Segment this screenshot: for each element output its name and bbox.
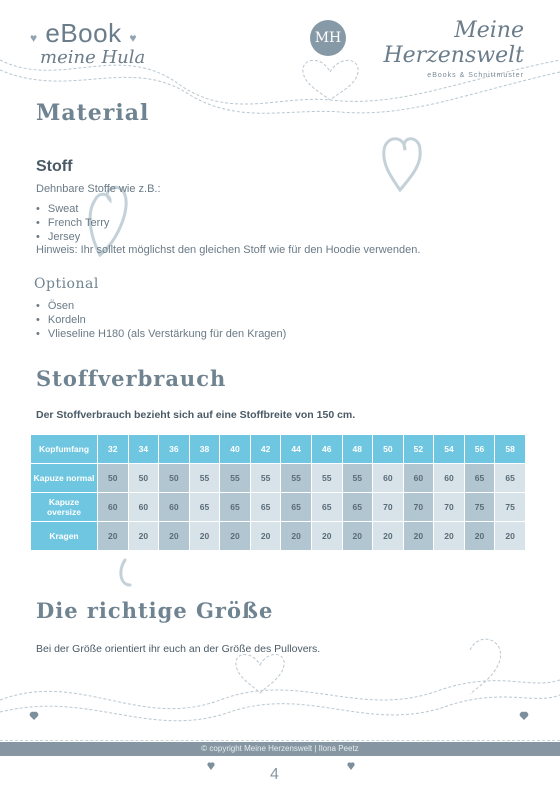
footer-stitch — [0, 740, 560, 741]
heart-decoration — [384, 139, 420, 190]
table-cell: 65 — [250, 493, 281, 522]
brand-name: Meine Herzenswelt — [383, 18, 524, 68]
table-cell: 20 — [128, 522, 159, 551]
section-title-stoffverbrauch: Stoffverbrauch — [36, 366, 227, 391]
table-cell: 55 — [220, 464, 251, 493]
table-cell: 65 — [281, 493, 312, 522]
table-cell: 65 — [342, 493, 373, 522]
heart-icon: ♥ — [129, 31, 137, 45]
size-header: 52 — [403, 435, 434, 464]
list-item: • French Terry — [36, 216, 109, 230]
table-cell: 55 — [311, 464, 342, 493]
table-cell: 70 — [403, 493, 434, 522]
table-cell: 60 — [373, 464, 404, 493]
header-label: Kopfumfang — [31, 435, 98, 464]
size-header: 34 — [128, 435, 159, 464]
table-cell: 75 — [464, 493, 495, 522]
table-cell: 20 — [281, 522, 312, 551]
size-header: 32 — [98, 435, 129, 464]
table-cell: 60 — [403, 464, 434, 493]
table-cell: 65 — [220, 493, 251, 522]
list-item: • Ösen — [36, 299, 286, 313]
size-header: 48 — [342, 435, 373, 464]
section-title-groesse: Die richtige Größe — [36, 598, 274, 623]
table-cell: 20 — [434, 522, 465, 551]
size-header: 44 — [281, 435, 312, 464]
table-cell: 20 — [189, 522, 220, 551]
table-cell: 70 — [434, 493, 465, 522]
table-cell: 55 — [189, 464, 220, 493]
size-header: 36 — [159, 435, 190, 464]
groesse-text: Bei der Größe orientiert ihr euch an der Größe des Pullovers. — [36, 643, 321, 655]
table-cell: 60 — [128, 493, 159, 522]
table-cell: 50 — [98, 464, 129, 493]
table-cell: 60 — [159, 493, 190, 522]
table-cell: 20 — [403, 522, 434, 551]
table-cell: 20 — [98, 522, 129, 551]
row-label: Kragen — [31, 522, 98, 551]
row-label: Kapuze oversize — [31, 493, 98, 522]
table-cell: 65 — [464, 464, 495, 493]
size-header: 50 — [373, 435, 404, 464]
footer-copyright: © copyright Meine Herzenswelt | Ilona Peetz — [201, 744, 359, 753]
list-item: • Kordeln — [36, 313, 286, 327]
table-cell: 60 — [434, 464, 465, 493]
table-header-row — [31, 435, 526, 464]
fabric-consumption-table — [30, 434, 526, 551]
row-label: Kapuze normal — [31, 464, 98, 493]
page-number: 4 — [270, 766, 279, 783]
table-cell: 65 — [311, 493, 342, 522]
ebook-title — [30, 18, 180, 49]
table-cell: 20 — [464, 522, 495, 551]
table-row — [31, 522, 526, 551]
table-cell: 20 — [342, 522, 373, 551]
table-cell: 20 — [373, 522, 404, 551]
heart-icon: ♥ — [30, 31, 38, 45]
table-cell: 20 — [220, 522, 251, 551]
stoffverbrauch-note: Der Stoffverbrauch bezieht sich auf eine Stoffbreite von 150 cm. — [36, 409, 356, 421]
stoff-list — [36, 202, 109, 244]
subsection-title-stoff: Stoff — [36, 158, 73, 175]
ebook-subtitle: meine Hula — [40, 47, 146, 68]
subsection-title-optional: Optional — [34, 276, 99, 292]
table-cell: 65 — [189, 493, 220, 522]
ebook-title-text: eBook — [45, 18, 122, 48]
table-cell: 65 — [495, 464, 526, 493]
table-row — [31, 493, 526, 522]
stoff-hint: Hinweis: Ihr solltet möglichst den gleichen Stoff wie für den Hoodie verwenden. — [36, 244, 421, 256]
brand-block — [324, 18, 524, 79]
table-cell: 50 — [128, 464, 159, 493]
size-header: 40 — [220, 435, 251, 464]
size-header: 58 — [495, 435, 526, 464]
table-cell: 20 — [250, 522, 281, 551]
section-title-material: Material — [36, 100, 150, 126]
size-header: 46 — [311, 435, 342, 464]
table-cell: 55 — [342, 464, 373, 493]
list-item: • Vlieseline H180 (als Verstärkung für den Kragen) — [36, 327, 286, 341]
size-header: 42 — [250, 435, 281, 464]
table-row — [31, 464, 526, 493]
table-cell: 55 — [250, 464, 281, 493]
size-header: 38 — [189, 435, 220, 464]
table-cell: 50 — [159, 464, 190, 493]
ebook-brand — [30, 18, 180, 68]
brand-tagline: eBooks & Schnittmuster — [427, 72, 524, 79]
size-header: 54 — [434, 435, 465, 464]
table-cell: 20 — [495, 522, 526, 551]
size-header: 56 — [464, 435, 495, 464]
table-cell: 20 — [311, 522, 342, 551]
table-cell: 20 — [159, 522, 190, 551]
table-cell: 60 — [98, 493, 129, 522]
brand-logo: MH — [310, 20, 346, 56]
table-cell: 75 — [495, 493, 526, 522]
stoff-intro: Dehnbare Stoffe wie z.B.: — [36, 183, 161, 195]
table-cell: 70 — [373, 493, 404, 522]
optional-list — [36, 299, 286, 341]
list-item: • Jersey — [36, 230, 109, 244]
list-item: • Sweat — [36, 202, 109, 216]
table-cell: 55 — [281, 464, 312, 493]
